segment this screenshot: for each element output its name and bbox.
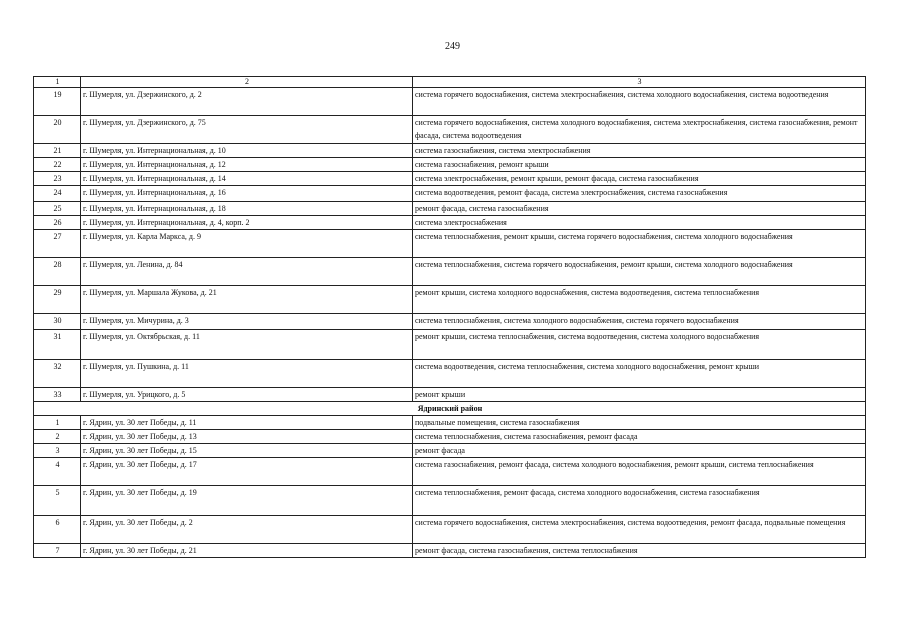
works-cell: ремонт фасада, система газоснабжения <box>413 202 866 216</box>
row-number: 4 <box>34 458 81 486</box>
table-row <box>34 144 866 158</box>
address-cell: г. Ядрин, ул. 30 лет Победы, д. 11 <box>81 416 413 430</box>
section-title: Ядринский район <box>34 402 866 416</box>
table-body <box>34 77 866 558</box>
table-row <box>34 286 866 314</box>
address-cell: г. Шумерля, ул. Пушкина, д. 11 <box>81 360 413 388</box>
address-cell: г. Шумерля, ул. Карла Маркса, д. 9 <box>81 230 413 258</box>
address-cell: г. Ядрин, ул. 30 лет Победы, д. 17 <box>81 458 413 486</box>
address-cell: г. Шумерля, ул. Интернациональная, д. 18 <box>81 202 413 216</box>
row-number: 30 <box>34 314 81 330</box>
table-row <box>34 416 866 430</box>
address-cell: г. Ядрин, ул. 30 лет Победы, д. 19 <box>81 486 413 516</box>
row-number: 1 <box>34 416 81 430</box>
works-cell: система электроснабжения <box>413 216 866 230</box>
works-cell: система газоснабжения, ремонт крыши <box>413 158 866 172</box>
row-number: 2 <box>34 430 81 444</box>
works-cell: система теплоснабжения, система горячего водоснабжения, ремонт крыши, система холодного водоснабжения <box>413 258 866 286</box>
column-number-2: 2 <box>81 77 413 88</box>
address-cell: г. Ядрин, ул. 30 лет Победы, д. 2 <box>81 516 413 544</box>
works-cell: система водоотведения, ремонт фасада, система электроснабжения, система газоснабжения <box>413 186 866 202</box>
address-cell: г. Ядрин, ул. 30 лет Победы, д. 13 <box>81 430 413 444</box>
row-number: 31 <box>34 330 81 360</box>
column-number-1: 1 <box>34 77 81 88</box>
page-number: 249 <box>445 41 460 52</box>
table-row <box>34 186 866 202</box>
table-row <box>34 172 866 186</box>
row-number: 7 <box>34 544 81 558</box>
works-cell: система горячего водоснабжения, система холодного водоснабжения, система электроснабжения, система газоснабжения, ремонт фасада, система водоотведения <box>413 116 866 144</box>
table-row <box>34 314 866 330</box>
row-number: 5 <box>34 486 81 516</box>
table-row <box>34 430 866 444</box>
table-row <box>34 458 866 486</box>
works-cell: система теплоснабжения, ремонт крыши, система горячего водоснабжения, система холодного водоснабжения <box>413 230 866 258</box>
row-number: 21 <box>34 144 81 158</box>
section-row <box>34 402 866 416</box>
row-number: 20 <box>34 116 81 144</box>
address-cell: г. Шумерля, ул. Октябрьская, д. 11 <box>81 330 413 360</box>
address-cell: г. Шумерля, ул. Дзержинского, д. 75 <box>81 116 413 144</box>
address-cell: г. Шумерля, ул. Урицкого, д. 5 <box>81 388 413 402</box>
row-number: 22 <box>34 158 81 172</box>
column-number-row <box>34 77 866 88</box>
address-cell: г. Шумерля, ул. Интернациональная, д. 4, корп. 2 <box>81 216 413 230</box>
row-number: 3 <box>34 444 81 458</box>
row-number: 24 <box>34 186 81 202</box>
works-cell: система теплоснабжения, система холодного водоснабжения, система горячего водоснабжения <box>413 314 866 330</box>
table-row <box>34 444 866 458</box>
address-cell: г. Ядрин, ул. 30 лет Победы, д. 15 <box>81 444 413 458</box>
address-cell: г. Шумерля, ул. Интернациональная, д. 12 <box>81 158 413 172</box>
works-cell: система горячего водоснабжения, система электроснабжения, система водоотведения, ремонт фасада, подвальные помещения <box>413 516 866 544</box>
housing-works-table <box>33 76 866 558</box>
table-row <box>34 486 866 516</box>
row-number: 26 <box>34 216 81 230</box>
address-cell: г. Шумерля, ул. Мичурина, д. 3 <box>81 314 413 330</box>
works-cell: система теплоснабжения, система газоснабжения, ремонт фасада <box>413 430 866 444</box>
row-number: 25 <box>34 202 81 216</box>
row-number: 27 <box>34 230 81 258</box>
table-row <box>34 330 866 360</box>
table-row <box>34 230 866 258</box>
works-cell: система водоотведения, система теплоснабжения, система холодного водоснабжения, ремонт крыши <box>413 360 866 388</box>
table-row <box>34 360 866 388</box>
table-row <box>34 158 866 172</box>
row-number: 19 <box>34 88 81 116</box>
row-number: 29 <box>34 286 81 314</box>
row-number: 23 <box>34 172 81 186</box>
works-cell: ремонт крыши <box>413 388 866 402</box>
table-row <box>34 388 866 402</box>
table-row <box>34 202 866 216</box>
table-row <box>34 516 866 544</box>
works-cell: подвальные помещения, система газоснабжения <box>413 416 866 430</box>
table-row <box>34 258 866 286</box>
row-number: 6 <box>34 516 81 544</box>
works-cell: система горячего водоснабжения, система электроснабжения, система холодного водоснабжения, система водоотведения <box>413 88 866 116</box>
row-number: 32 <box>34 360 81 388</box>
table-row <box>34 216 866 230</box>
works-cell: ремонт крыши, система теплоснабжения, система водоотведения, система холодного водоснабжения <box>413 330 866 360</box>
address-cell: г. Шумерля, ул. Дзержинского, д. 2 <box>81 88 413 116</box>
works-cell: система газоснабжения, система электроснабжения <box>413 144 866 158</box>
address-cell: г. Шумерля, ул. Маршала Жукова, д. 21 <box>81 286 413 314</box>
works-cell: система электроснабжения, ремонт крыши, ремонт фасада, система газоснабжения <box>413 172 866 186</box>
address-cell: г. Шумерля, ул. Ленина, д. 84 <box>81 258 413 286</box>
works-cell: ремонт фасада, система газоснабжения, система теплоснабжения <box>413 544 866 558</box>
address-cell: г. Шумерля, ул. Интернациональная, д. 14 <box>81 172 413 186</box>
table-row <box>34 116 866 144</box>
works-cell: система газоснабжения, ремонт фасада, система холодного водоснабжения, ремонт крыши, система теплоснабжения <box>413 458 866 486</box>
address-cell: г. Шумерля, ул. Интернациональная, д. 16 <box>81 186 413 202</box>
table-row <box>34 544 866 558</box>
address-cell: г. Ядрин, ул. 30 лет Победы, д. 21 <box>81 544 413 558</box>
row-number: 33 <box>34 388 81 402</box>
works-cell: система теплоснабжения, ремонт фасада, система холодного водоснабжения, система газоснабжения <box>413 486 866 516</box>
column-number-3: 3 <box>413 77 866 88</box>
works-cell: ремонт фасада <box>413 444 866 458</box>
table-row <box>34 88 866 116</box>
works-cell: ремонт крыши, система холодного водоснабжения, система водоотведения, система теплоснабжения <box>413 286 866 314</box>
row-number: 28 <box>34 258 81 286</box>
address-cell: г. Шумерля, ул. Интернациональная, д. 10 <box>81 144 413 158</box>
